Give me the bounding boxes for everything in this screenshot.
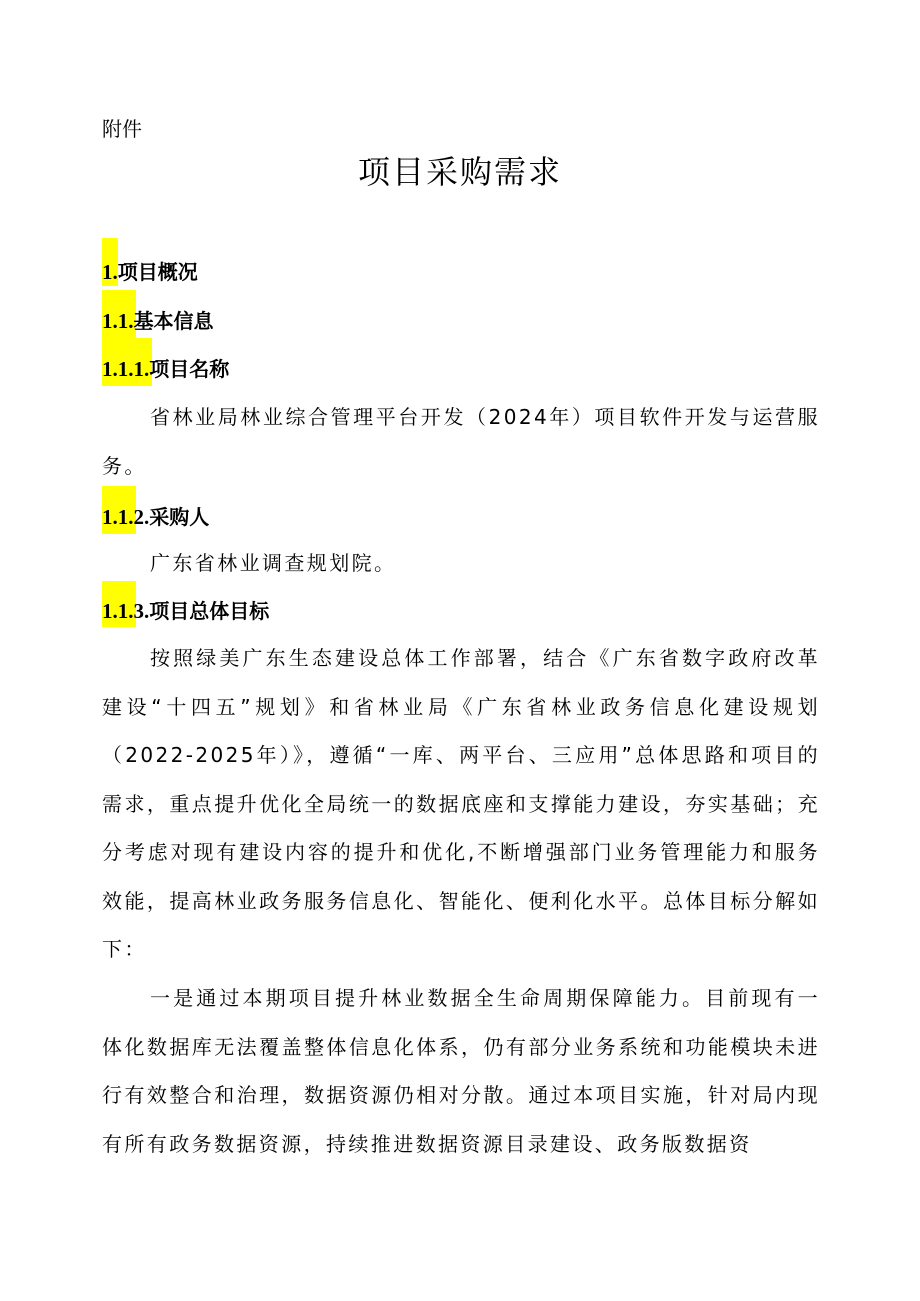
goal-paragraph-1: 按照绿美广东生态建设总体工作部署，结合《广东省数字政府改革建设“十四五”规划》和省林业局《广东省林业政务信息化建设规划（2022-2025年）》，遵循“一库、两平台、三应用”总体思路和项目的需求，重点提升优化全局统一的数据底座和支撑能力建设，夯实基础；充分考虑对现有建设内容的提升和优化,不断增强部门业务管理能力和服务效能，提高林业政务服务信息化、智能化、便利化水平。总体目标分解如下： bbox=[102, 646, 820, 961]
heading-1 bbox=[102, 257, 198, 287]
document-title: 项目采购需求 bbox=[357, 153, 562, 191]
heading-1-1-2 bbox=[102, 502, 209, 532]
project-name-text: 省林业局林业综合管理平台开发（2024年）项目软件开发与运营服务。 bbox=[102, 405, 820, 478]
heading-number: 2. bbox=[133, 505, 150, 529]
heading-1-1-3 bbox=[102, 596, 269, 626]
heading-1-1 bbox=[102, 306, 214, 336]
heading-number: 3. bbox=[133, 599, 150, 623]
heading-text: 采购人 bbox=[149, 505, 210, 529]
heading-number: 1. bbox=[102, 260, 118, 284]
purchaser-text: 广东省林业调查规划院。 bbox=[150, 551, 397, 575]
heading-text: 项目名称 bbox=[149, 357, 230, 381]
heading-text: 基本信息 bbox=[133, 309, 214, 333]
heading-number-highlighted: 1.1. bbox=[102, 505, 134, 529]
heading-text: 项目概况 bbox=[117, 260, 198, 284]
heading-number: 1.1.1. bbox=[102, 357, 150, 381]
goal-paragraph-2: 一是通过本期项目提升林业数据全生命周期保障能力。目前现有一体化数据库无法覆盖整体信息化体系，仍有部分业务系统和功能模块未进行有效整合和治理，数据资源仍相对分散。通过本项目实施，针对局内现有所有政务数据资源，持续推进数据资源目录建设、政务版数据资 bbox=[102, 986, 820, 1156]
heading-1-1-1 bbox=[102, 354, 229, 384]
heading-number: 1.1. bbox=[102, 309, 134, 333]
heading-number-highlighted: 1.1. bbox=[102, 599, 134, 623]
attachment-label: 附件 bbox=[102, 117, 142, 141]
heading-text: 项目总体目标 bbox=[149, 599, 270, 623]
